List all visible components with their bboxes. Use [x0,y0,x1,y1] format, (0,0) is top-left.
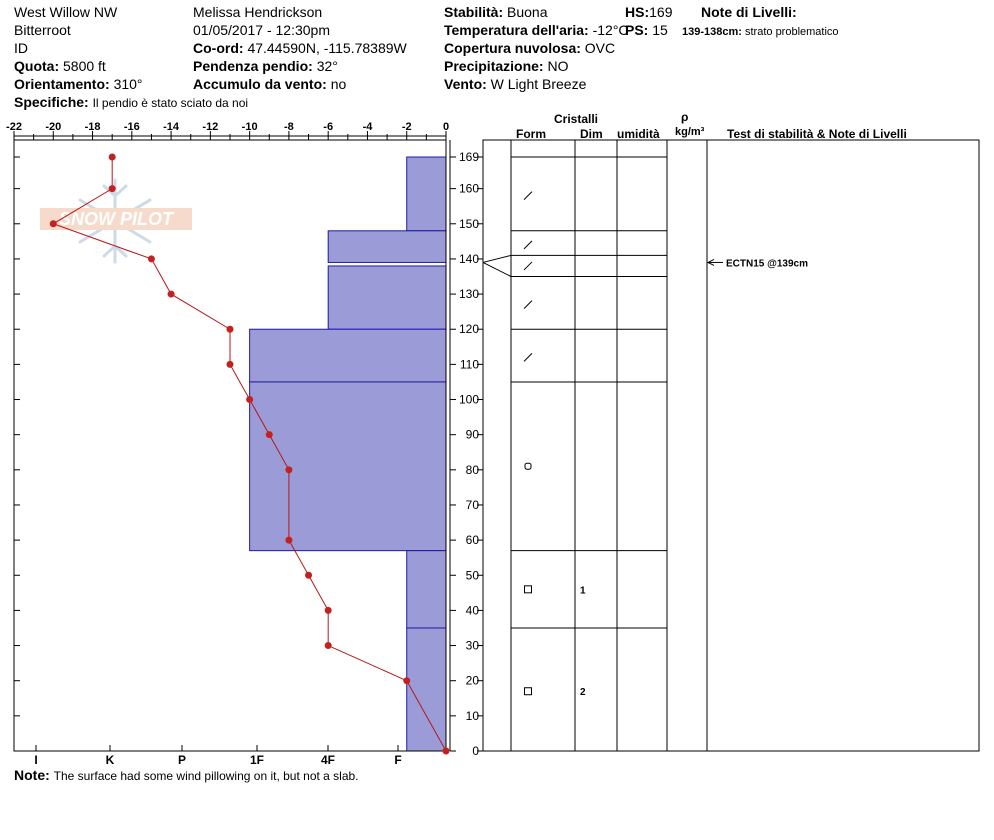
hardness-bar [407,157,446,231]
stability-value: Buona [507,4,548,20]
dim-header: Dim [580,127,603,141]
hardness-profile [250,157,446,751]
height-tick-label: 70 [465,497,479,512]
height-tick-label: 80 [465,462,479,477]
height-tick-label: 169 [458,150,479,164]
note-text: The surface had some wind pillowing on it, but not a slab. [53,769,359,783]
coord-label: Co-ord: [193,40,244,56]
height-tick-label: 20 [465,673,479,688]
hardness-axis [34,745,401,767]
mountain-range: Bitterroot [14,22,71,38]
elevation-value: 5800 ft [63,58,106,74]
temp-tick-label: 0 [442,121,450,133]
slope-label: Pendenza pendio: [193,58,313,74]
aspect-label: Orientamento: [14,76,110,92]
coord-value: 47.44590N, -115.78389W [247,40,407,56]
temperature-point [325,642,332,649]
temp-tick-label: -14 [163,121,180,133]
temp-tick-label: -12 [202,121,219,133]
ps-label: PS: [625,22,649,38]
location-name: West Willow NW [14,4,118,20]
height-tick-label: 160 [458,181,479,196]
temperature-point [266,431,273,438]
temp-tick-label: -22 [6,121,22,133]
hardness-bar [250,329,446,382]
crystal-form-slash [524,192,532,200]
hardness-bar [407,551,446,628]
height-tick-label: 40 [465,603,479,618]
stability-test-label: ECTN15 @139cm [726,258,809,270]
height-tick-label: 0 [472,744,479,758]
hardness-tick-label: I [34,753,38,767]
temp-tick-label: -8 [284,121,294,133]
specifics-value: Il pendio è stato sciato da noi [92,96,249,110]
temp-tick-label: -10 [241,121,258,133]
height-tick-label: 10 [465,708,479,723]
crystal-form-slash [524,301,532,309]
temperature-point [285,537,292,544]
height-tick-label: 120 [458,322,479,337]
wind-load-label: Accumulo da vento: [193,76,327,92]
crystal-form-rounded [525,463,531,469]
height-tick-label: 50 [465,568,479,583]
crystal-form-slash [524,262,532,270]
temperature-point [109,154,116,161]
temperature-point [50,220,57,227]
crystal-form-slash [524,241,532,249]
note-label: Note: [14,767,50,783]
precip-value: NO [547,58,569,74]
temp-tick-label: -4 [362,121,373,133]
observer-name: Melissa Hendrickson [193,4,323,20]
hardness-tick-label: P [177,753,187,767]
humidity-header: umidità [617,127,660,141]
crystal-form-square [525,688,532,695]
temperature-point [443,748,450,755]
snowpilot-watermark [40,180,192,262]
layer-note-range: 139-138cm: [682,26,742,38]
elevation-label: Quota: [14,58,60,74]
height-tick-label: 90 [465,427,479,442]
rho-header: ρ [681,110,689,124]
temperature-point [285,466,292,473]
density-unit-header: kg/m³ [675,126,705,138]
temp-tick-label: -16 [123,121,140,133]
air-temp-value: -12°C [592,22,629,38]
specifics-label: Specifiche: [14,94,89,110]
height-tick-label: 150 [458,216,479,231]
crystals-header: Cristalli [554,112,599,126]
wind-load-value: no [330,76,347,92]
temp-tick-label: -20 [45,121,62,133]
cloud-value: OVC [584,40,616,56]
temperature-point [148,255,155,262]
temperature-point [227,361,234,368]
stability-label: Stabilità: [444,4,504,20]
slope-value: 32° [316,58,338,74]
temperature-point [246,396,253,403]
height-tick-label: 60 [465,533,479,548]
wind-value: W Light Breeze [490,76,587,92]
crystal-form-slash [524,353,532,361]
wind-label: Vento: [444,76,487,92]
crystal-dim: 2 [580,687,586,699]
crystal-dim: 1 [580,585,586,597]
temperature-point [109,185,116,192]
table-frame [483,140,979,751]
footer-note [14,767,359,784]
stability-notes-header: Test di stabilità & Note di Livelli [727,127,907,141]
layer-connector [483,255,511,262]
height-tick-label: 130 [458,287,479,302]
height-tick-label: 30 [465,638,479,653]
cloud-label: Copertura nuvolosa: [444,40,581,56]
hardness-tick-label: 1F [249,753,265,767]
air-temp-label: Temperatura dell'aria: [444,22,589,38]
ps-value: 15 [652,22,668,38]
hardness-tick-label: F [394,753,402,767]
hardness-tick-label: K [105,753,115,767]
temp-tick-label: -18 [84,121,101,133]
aspect-value: 310° [113,76,143,92]
hardness-bar [328,231,446,263]
crystal-forms [524,192,586,699]
hs-value: 169 [649,4,673,20]
layer-table [483,140,979,751]
temperature-point [168,291,175,298]
temperature-point [227,326,234,333]
hardness-bar [407,628,446,751]
layer-note-text: strato problematico [745,26,839,38]
temp-tick-label: -2 [401,121,412,133]
height-tick-label: 140 [458,251,479,266]
state: ID [14,40,28,56]
temperature-point [403,677,410,684]
hardness-bar [250,382,446,551]
form-header: Form [516,127,546,141]
precip-label: Precipitazione: [444,58,544,74]
temp-tick-label: -6 [323,121,334,133]
layer-notes-label: Note di Livelli: [701,4,797,20]
height-tick-label: 100 [458,392,479,407]
layer-connector [483,262,511,276]
watermark-text: SNOW PILOT [59,209,173,229]
observation-datetime: 01/05/2017 - 12:30pm [193,22,330,38]
stability-tests [708,258,808,269]
hardness-tick-label: 4F [320,753,336,767]
hs-label: HS: [625,4,650,20]
temperature-point [305,572,312,579]
hardness-bar [328,266,446,329]
crystal-form-square [525,586,532,593]
temperature-point [325,607,332,614]
height-tick-label: 110 [459,357,479,372]
